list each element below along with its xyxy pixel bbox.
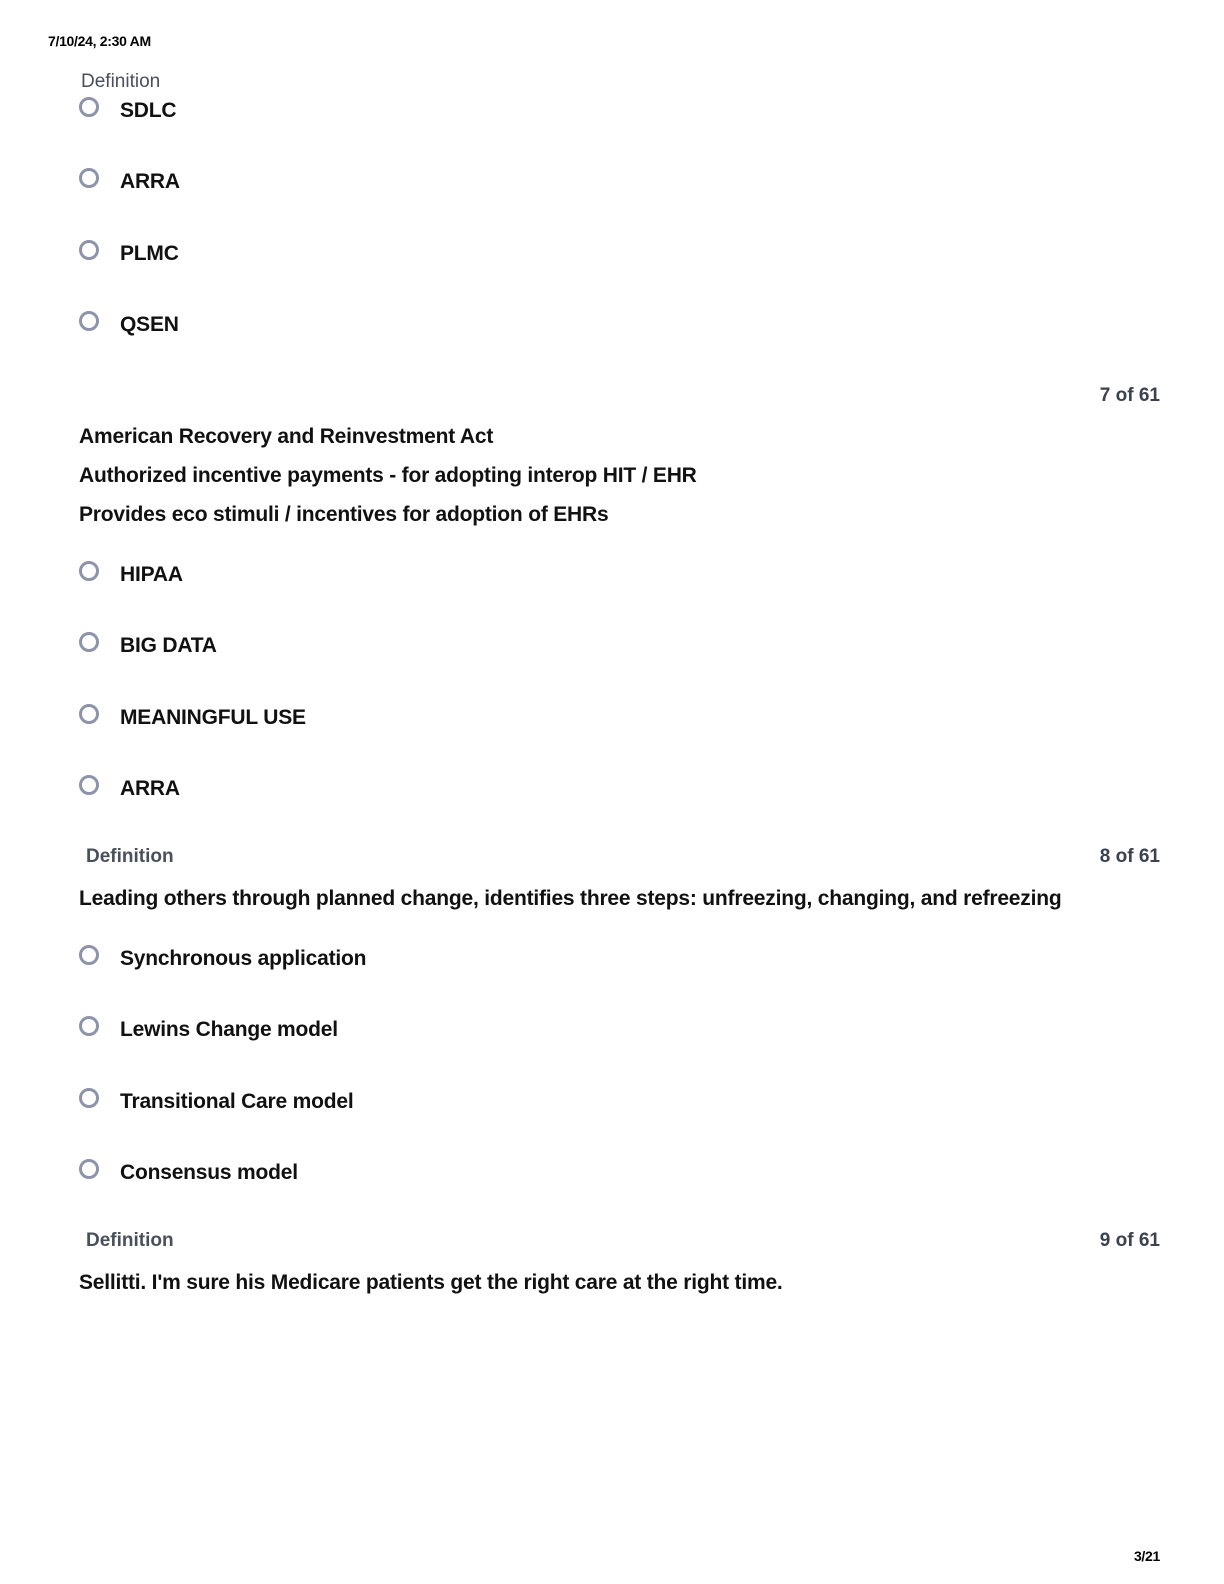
answer-option[interactable] [79,775,180,801]
radio-button-icon[interactable] [79,632,99,652]
definition-label: Definition [81,71,161,92]
option-label: ARRA [120,170,180,193]
radio-button-icon[interactable] [79,945,99,965]
radio-button-icon[interactable] [79,1016,99,1036]
answer-option[interactable] [79,561,183,587]
answer-option[interactable] [79,240,179,266]
option-label: HIPAA [120,563,183,586]
answer-option[interactable] [79,311,179,337]
answer-option[interactable] [79,704,306,730]
question-counter: 9 of 61 [1099,1230,1160,1251]
answer-option[interactable] [79,632,217,658]
page-timestamp: 7/10/24, 2:30 AM [48,33,151,49]
answer-option[interactable] [79,168,180,194]
option-label: Lewins Change model [120,1018,338,1041]
page-number: 3/21 [1133,1548,1160,1564]
radio-button-icon[interactable] [79,168,99,188]
option-label: MEANINGFUL USE [120,706,306,729]
question-counter: 7 of 61 [1099,385,1160,406]
radio-button-icon[interactable] [79,1159,99,1179]
question-prompt-line: Sellitti. I'm sure his Medicare patients get the right care at the right time. [79,1271,783,1294]
question-prompt-line: Provides eco stimuli / incentives for adoption of EHRs [79,503,609,526]
option-label: Transitional Care model [120,1090,354,1113]
option-label: PLMC [120,242,179,265]
radio-button-icon[interactable] [79,775,99,795]
definition-label: Definition [86,1230,174,1251]
option-label: QSEN [120,313,179,336]
answer-option[interactable] [79,1016,338,1042]
question-prompt-line: American Recovery and Reinvestment Act [79,425,494,448]
option-label: SDLC [120,99,177,122]
radio-button-icon[interactable] [79,240,99,260]
option-label: ARRA [120,777,180,800]
answer-option[interactable] [79,1159,298,1185]
radio-button-icon[interactable] [79,97,99,117]
radio-button-icon[interactable] [79,561,99,581]
radio-button-icon[interactable] [79,311,99,331]
option-label: Synchronous application [120,947,367,970]
question-counter: 8 of 61 [1099,846,1160,867]
option-label: Consensus model [120,1161,298,1184]
answer-option[interactable] [79,97,176,123]
question-prompt-line: Leading others through planned change, identifies three steps: unfreezing, changing, and refreezing [79,887,1062,910]
radio-button-icon[interactable] [79,1088,99,1108]
radio-button-icon[interactable] [79,704,99,724]
answer-option[interactable] [79,1088,353,1114]
answer-option[interactable] [79,945,366,971]
definition-label: Definition [86,846,174,867]
option-label: BIG DATA [120,634,217,657]
question-prompt-line: Authorized incentive payments - for adopting interop HIT / EHR [79,464,697,487]
